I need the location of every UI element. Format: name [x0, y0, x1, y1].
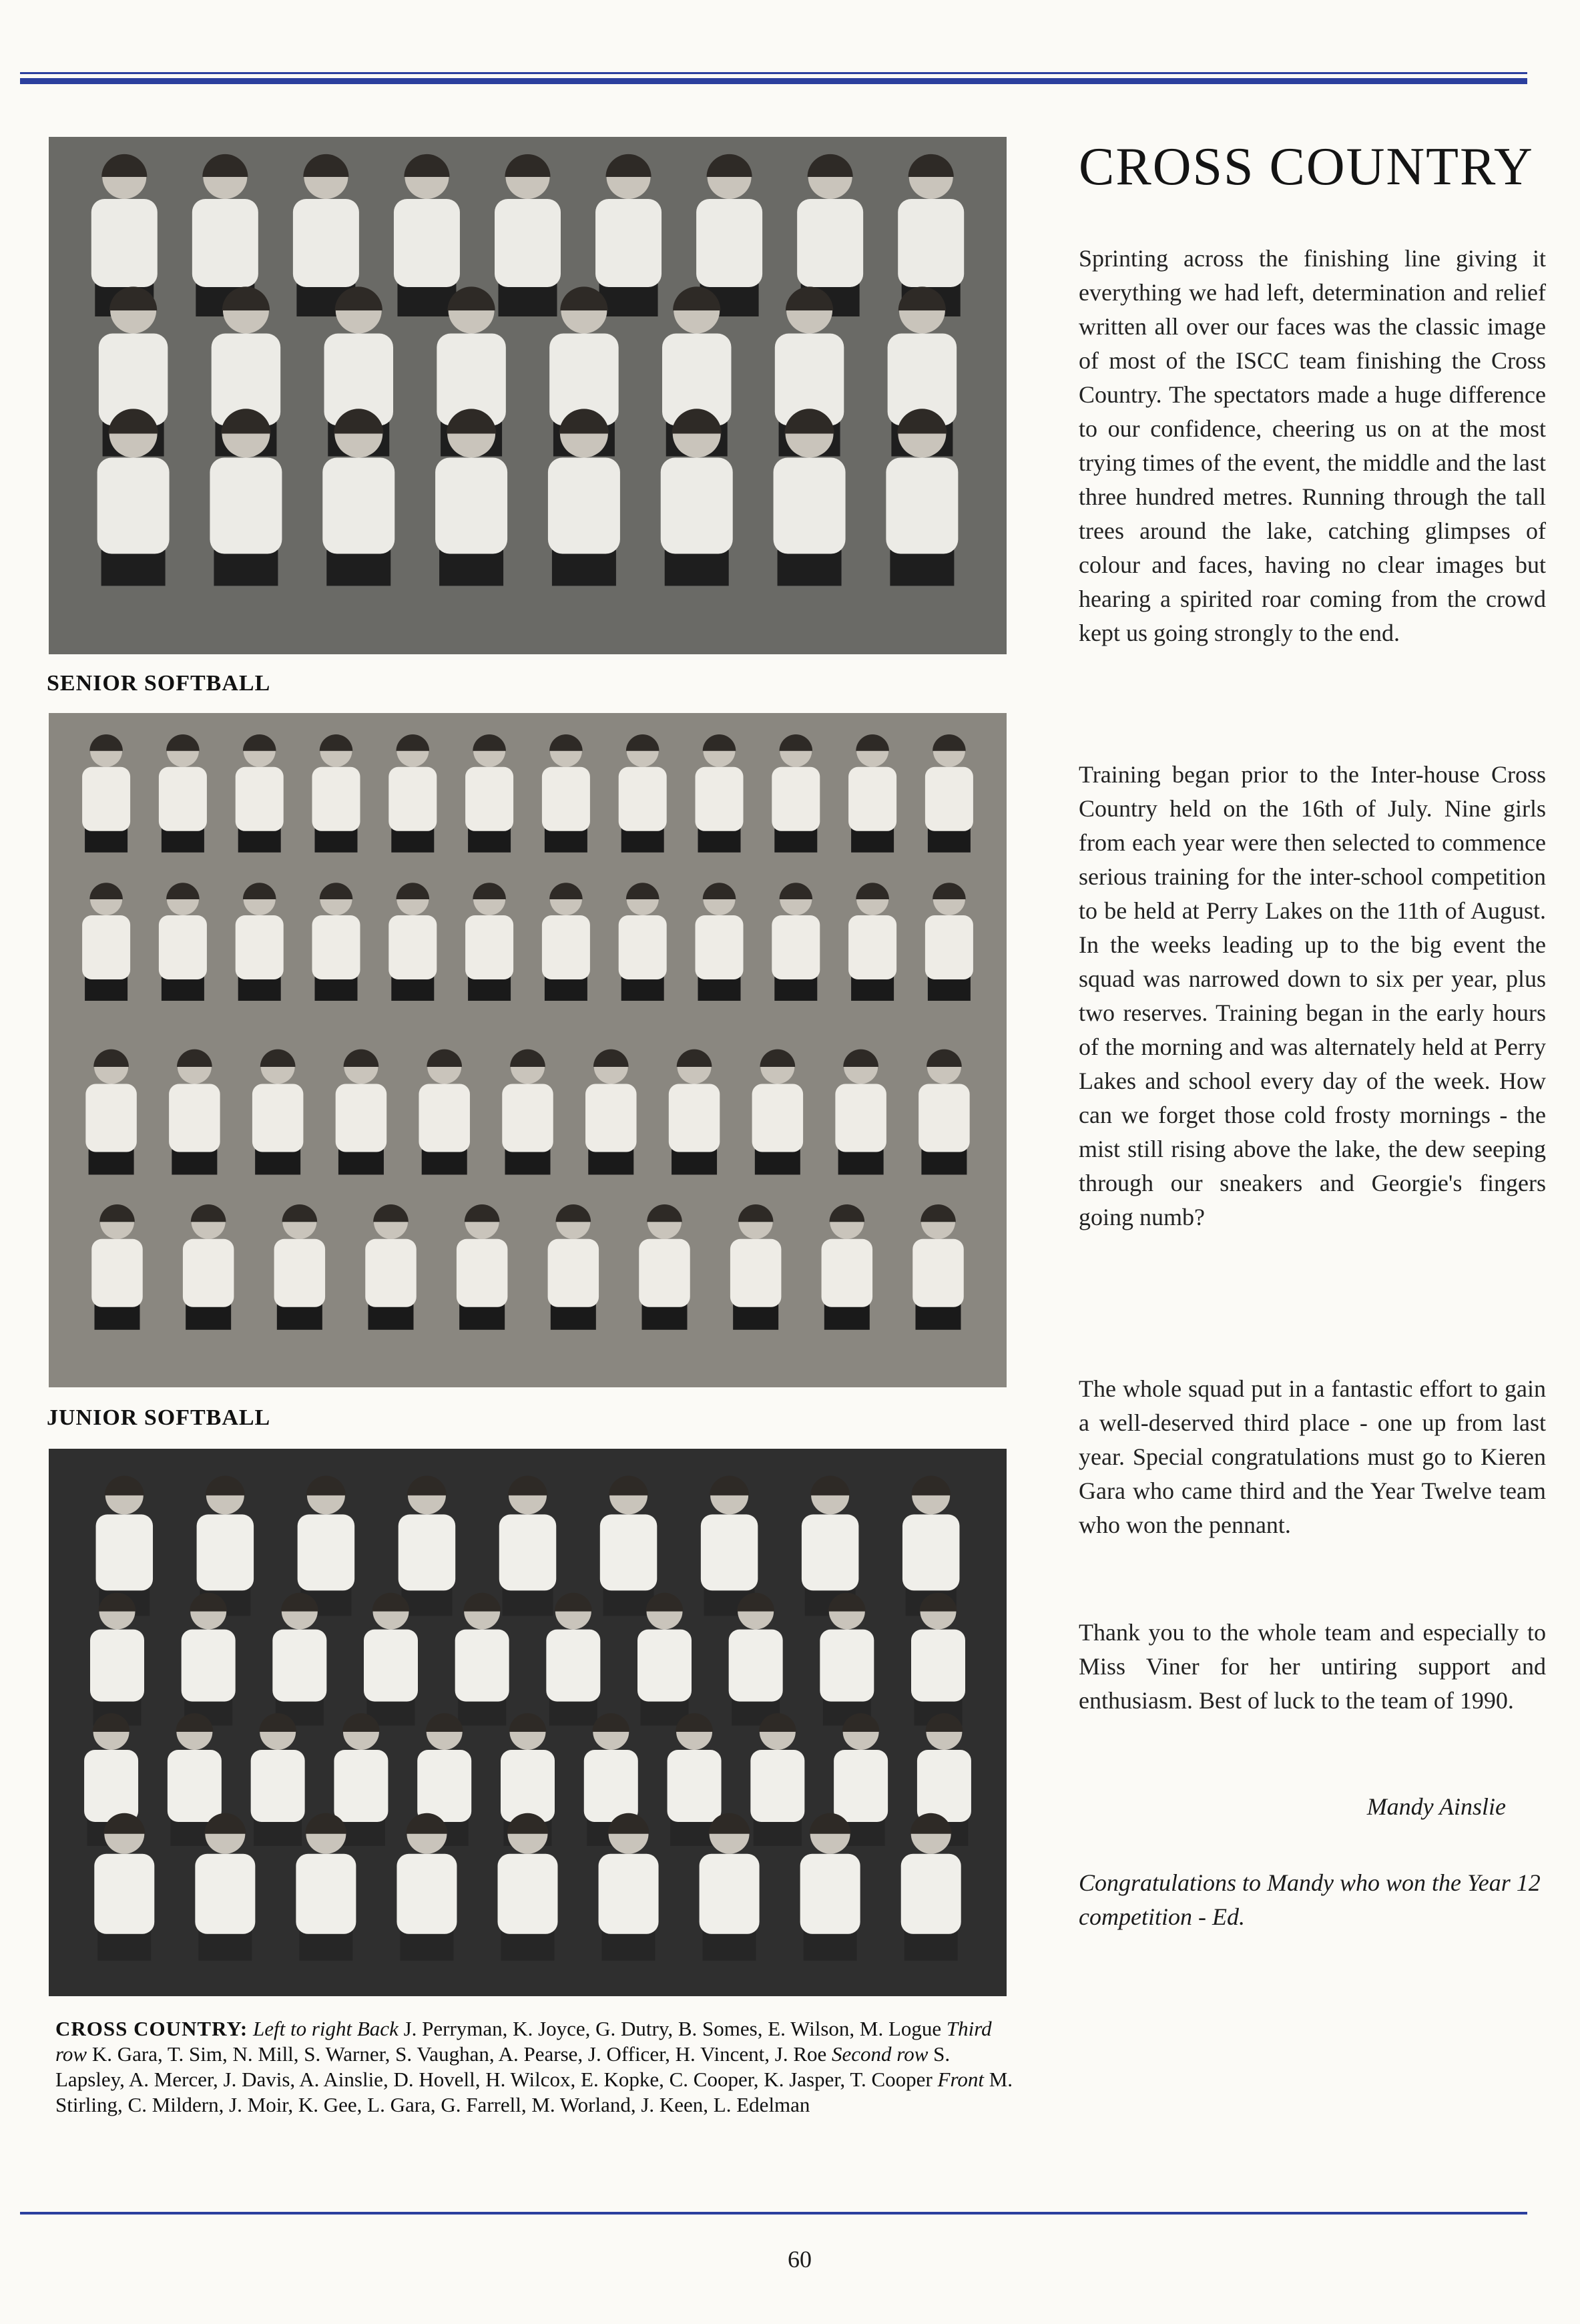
credits-back-row: J. Perryman, K. Joyce, G. Dutry, B. Somes, E. Wilson, M. Logue [403, 2017, 942, 2040]
credits-third-row: K. Gara, T. Sim, N. Mill, S. Warner, S. Vaughan, A. Pearse, J. Officer, H. Vincent, J. Roe [91, 2042, 827, 2066]
credits-label: CROSS COUNTRY: [55, 2017, 248, 2040]
top-rule-thick [20, 78, 1527, 84]
credits-third-label: Third row [55, 2017, 992, 2066]
credits-lr: Left to right [252, 2017, 352, 2040]
junior-softball-photo [49, 713, 1007, 1387]
photo-credits [55, 2016, 1017, 2118]
junior-softball-caption: JUNIOR SOFTBALL [47, 1405, 271, 1430]
credits-second-label: Second row [832, 2042, 929, 2066]
author-signature: Mandy Ainslie [1366, 1793, 1506, 1820]
top-rule-thin [20, 72, 1527, 74]
credits-front-row: M. Stirling, C. Mildern, J. Moir, K. Gee, L. Gara, G. Farrell, M. Worland, J. Keen, L. Edelman [55, 2068, 1013, 2116]
senior-softball-caption: SENIOR SOFTBALL [47, 671, 271, 696]
article-heading: CROSS COUNTRY [1079, 138, 1534, 196]
senior-softball-photo [49, 137, 1007, 654]
article-paragraph-3: The whole squad put in a fantastic effort to gain a well-deserved third place - one up from last year. Special congratulations must go to Kieren Gara who came third and the Year Twelve team who won the pennant. [1079, 1375, 1546, 1538]
article-paragraph-4: Thank you to the whole team and especially to Miss Viner for her untiring support and enthusiasm. Best of luck to the team of 1990. [1079, 1619, 1546, 1714]
credits-second-row: S. Lapsley, A. Mercer, J. Davis, A. Ainslie, D. Hovell, H. Wilcox, E. Kopke, C. Cooper, K. Jasper, T. Cooper [55, 2042, 951, 2091]
credits-front-label: Front [937, 2068, 984, 2091]
cross-country-photo [49, 1449, 1007, 1996]
credits-back-label: Back [356, 2017, 399, 2040]
editor-note: Congratulations to Mandy who won the Year 12 competition - Ed. [1079, 1869, 1541, 1930]
bottom-rule [20, 2212, 1527, 2215]
page-number: 60 [788, 2246, 812, 2273]
article-paragraph-2: Training began prior to the Inter-house Cross Country held on the 16th of July. Nine girls from each year were then selected to commence serious training for the inter-school competition to be held at Perry Lakes on the 11th of August. In the weeks leading up to the big event the squad was narrowed down to six per year, plus two reserves. Training began in the early hours of the morning and was alternately held at Perry Lakes and school every day of the week. How can we forget those cold frosty mornings - the mist still rising above the lake, the dew seeping through our sneakers and Georgie's fingers going numb? [1079, 761, 1546, 1230]
article-paragraph-1: Sprinting across the finishing line giving it everything we had left, determination and relief written all over our faces was the classic image of most of the ISCC team finishing the Cross Country. The spectators made a huge difference to our confidence, cheering us on at the most trying times of the event, the middle and the last three hundred metres. Running through the tall trees around the lake, catching glimpses of colour and faces, having no clear images but hearing a spirited roar coming from the crowd kept us going strongly to the end. [1079, 245, 1546, 646]
